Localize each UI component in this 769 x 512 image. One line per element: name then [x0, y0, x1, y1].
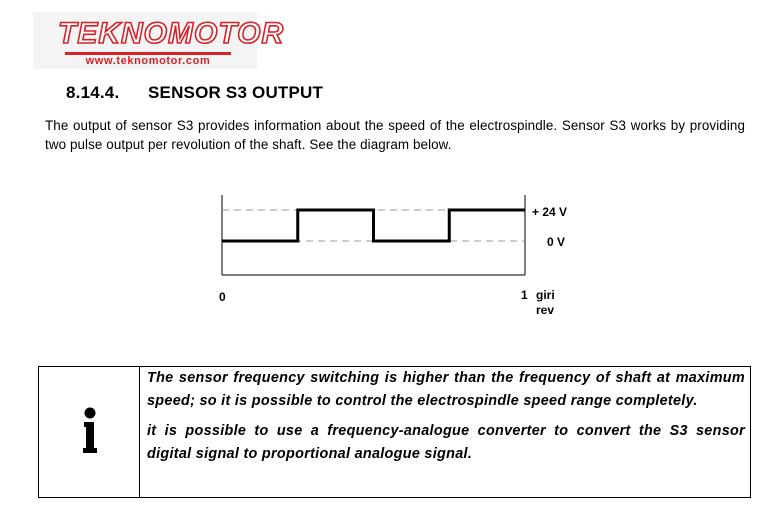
info-note-box: [38, 366, 751, 498]
logo-brand: TEKNOMOTOR: [58, 17, 285, 50]
pulse-waveform: [222, 210, 525, 241]
section-number: 8.14.4.: [66, 83, 120, 102]
note-paragraph-2: it is possible to use a frequency-analogue converter to convert the S3 sensor digital signal to proportional analogue signal.: [147, 423, 745, 462]
teknomotor-logo: [33, 12, 285, 69]
info-icon: [79, 407, 101, 455]
high-level-label: + 24 V: [532, 205, 568, 219]
x-start-label: 0: [219, 290, 226, 304]
low-level-label: 0 V: [547, 235, 566, 249]
logo-url: www.teknomotor.com: [85, 55, 211, 67]
x-unit-label-giri: giri: [536, 288, 555, 302]
note-divider: [139, 367, 140, 497]
note-paragraph-1: The sensor frequency switching is higher than the frequency of shaft at maximum speed; so it is possible to control the electrospindle speed range completely.: [147, 370, 745, 409]
note-text: [147, 367, 745, 465]
section-title: SENSOR S3 OUTPUT: [148, 83, 324, 102]
intro-paragraph: The output of sensor S3 provides information about the speed of the electrospindle. Sensor S3 works by providing two pulse output per revolution of the shaft. See the diagram below.: [45, 118, 745, 152]
pulse-diagram: [200, 185, 600, 325]
x-unit-label-rev: rev: [536, 303, 555, 317]
x-end-label: 1: [521, 288, 528, 302]
